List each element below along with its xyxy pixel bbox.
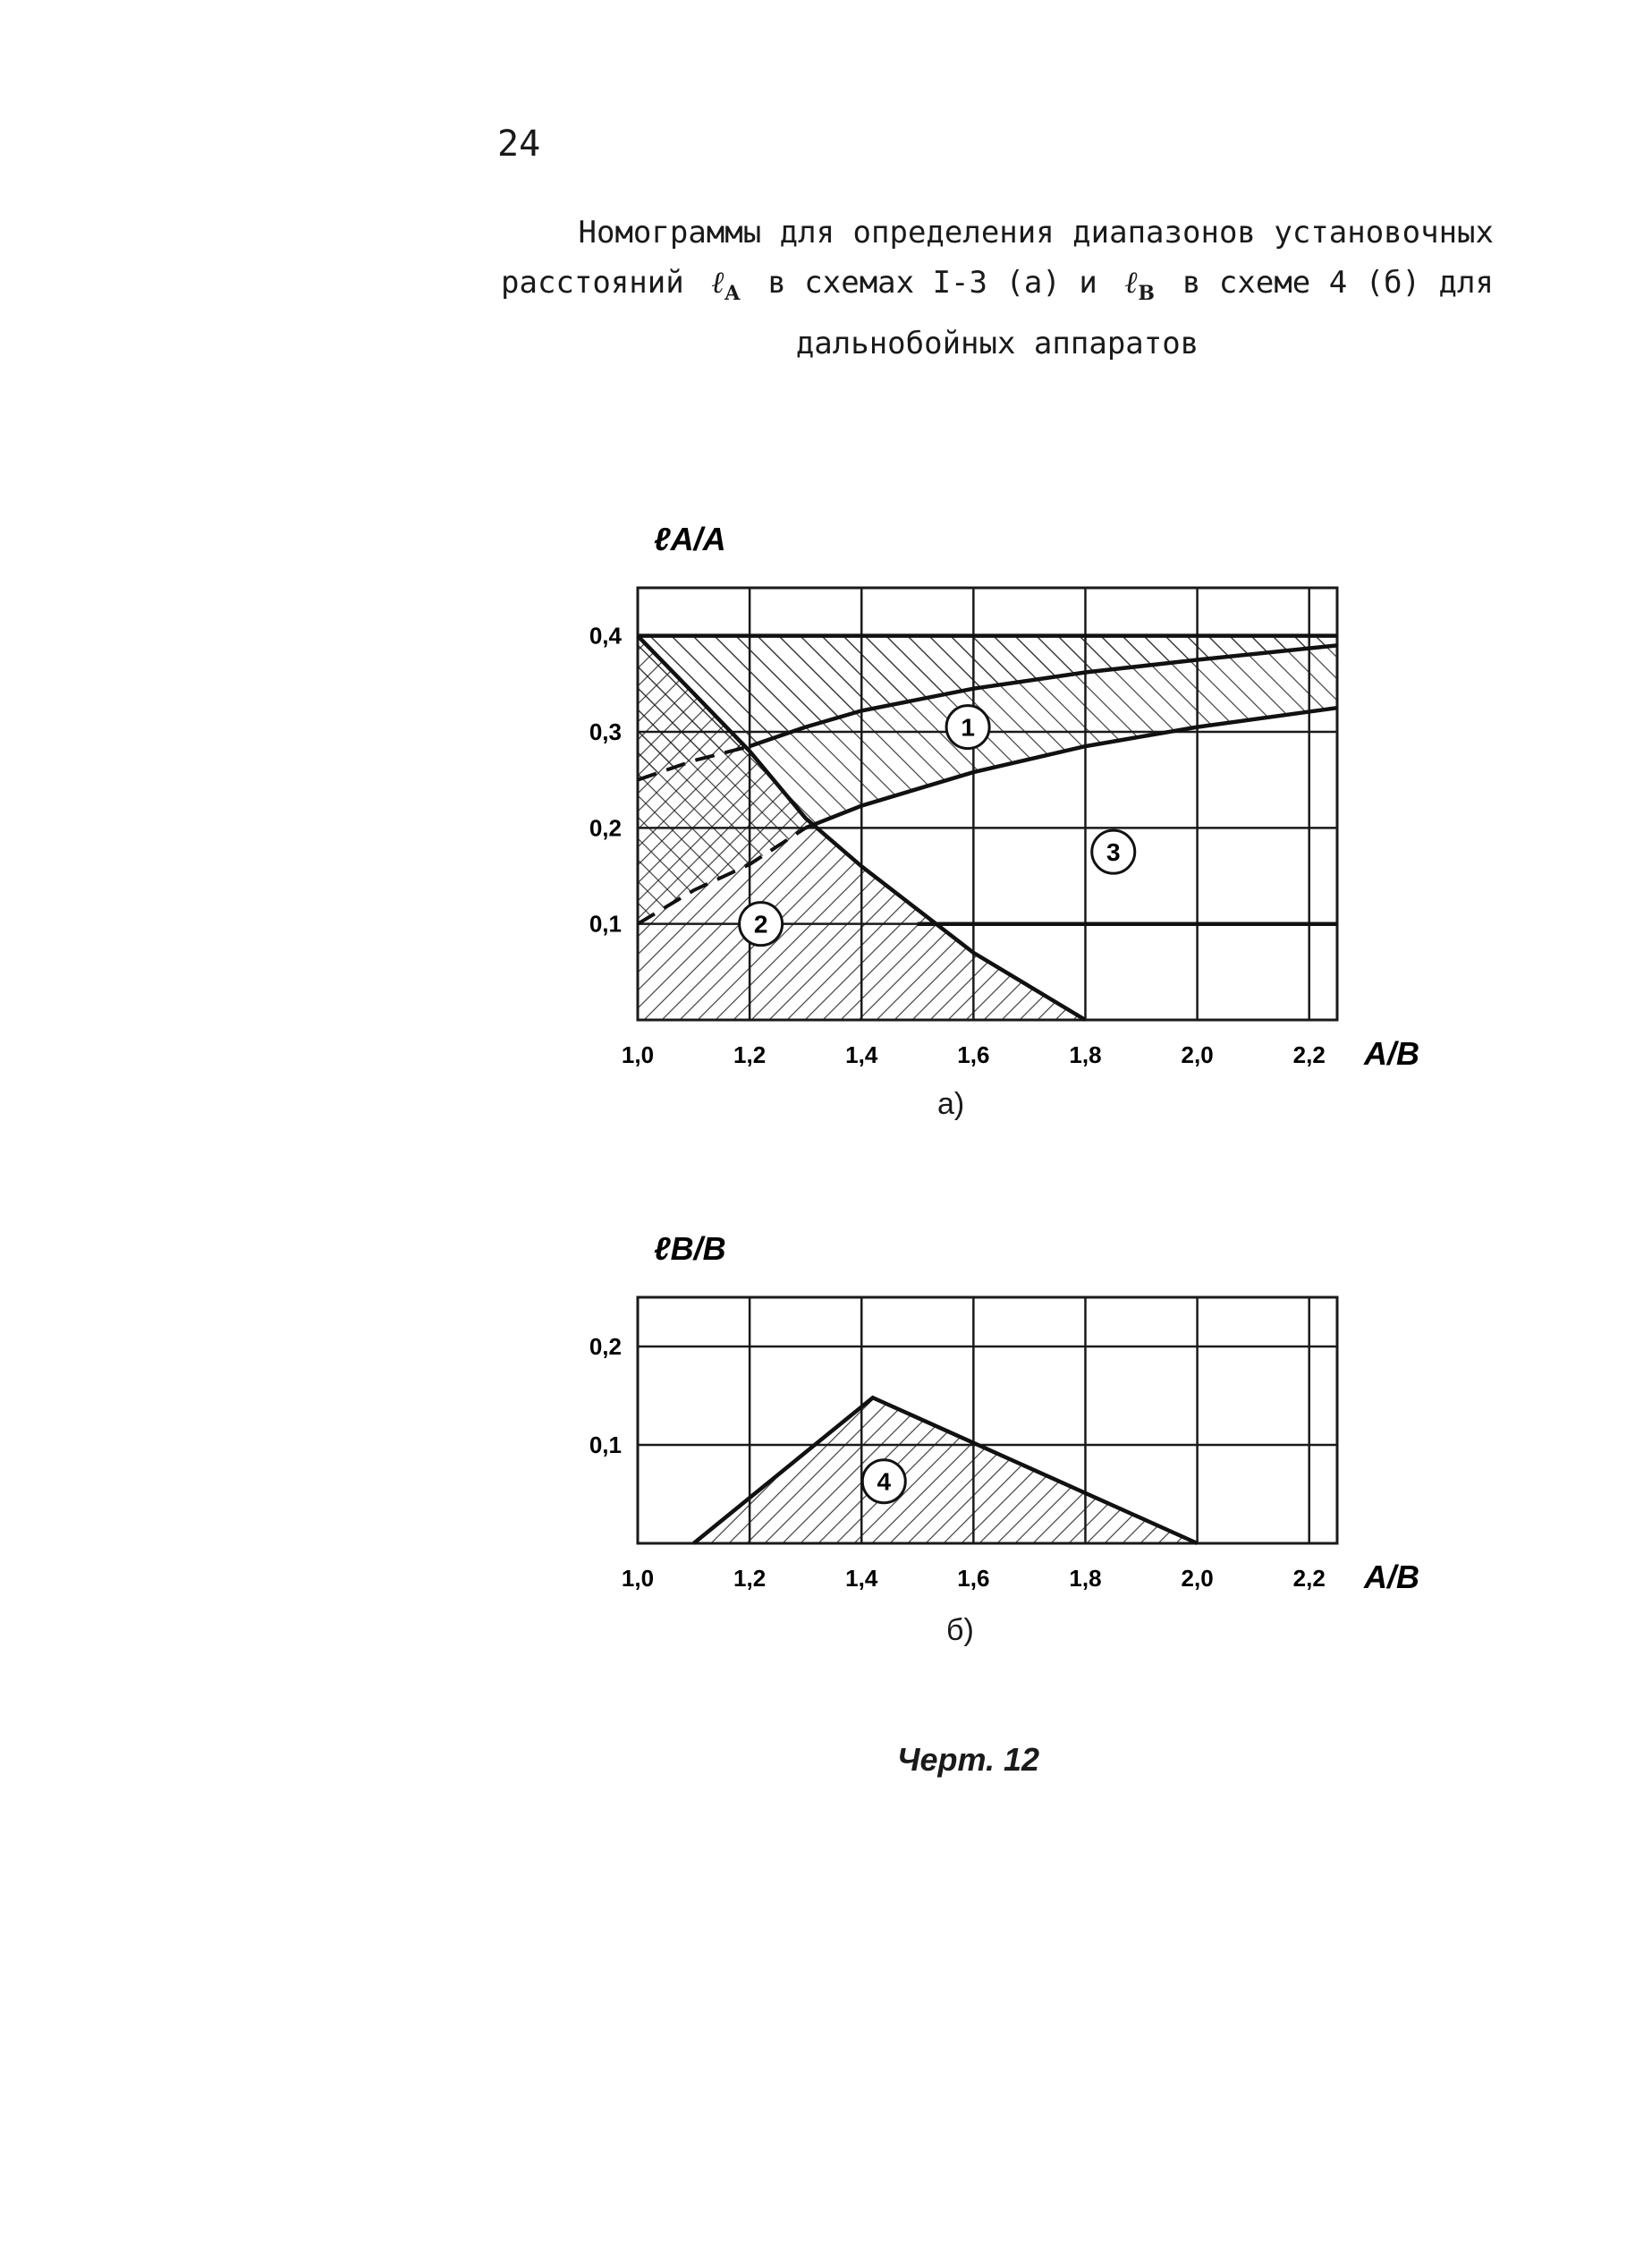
x-tick-label: 1,2 [733,1041,767,1068]
page-heading [501,208,1494,369]
x-tick-label: 2,2 [1292,1041,1326,1068]
x-tick-label: 2,0 [1181,1041,1214,1068]
heading-line-2-part-c: в схеме 4 (б) для [1182,265,1494,301]
x-tick-label: 2,2 [1292,1565,1326,1592]
y-tick-label: 0,4 [589,622,622,650]
nomogram-chart-b [537,1199,1476,1610]
x-tick-label: 1,4 [845,1041,878,1068]
x-tick-label: 1,0 [621,1041,655,1068]
y-tick-label: 0,2 [589,1333,622,1360]
panel-b-caption: б) [946,1613,974,1647]
x-axis-label: A/B [1364,1035,1419,1072]
y-axis-label: ℓB/B [654,1230,726,1267]
x-tick-label: 1,8 [1069,1041,1102,1068]
x-tick-label: 1,0 [621,1565,655,1592]
x-axis-label: A/B [1364,1559,1419,1595]
region-label-3: 3 [1106,838,1121,867]
y-tick-label: 0,1 [589,1431,622,1458]
region-label-2: 2 [753,910,768,939]
heading-line-1: Номограммы для определения диапазонов установочных [578,215,1494,251]
heading-line-2-part-a: расстояний [501,265,684,301]
y-tick-label: 0,2 [589,814,622,842]
drawing-caption: Черт. 12 [897,1741,1040,1778]
heading-line-2 [501,258,1494,319]
symbol-lb: ℓ$_B$ [1124,265,1155,305]
nomogram-chart-a [537,501,1476,1083]
x-tick-label: 1,2 [733,1565,767,1592]
x-tick-label: 2,0 [1181,1565,1214,1592]
y-axis-label: ℓA/A [654,521,726,557]
y-tick-label: 0,1 [589,910,622,938]
x-tick-label: 1,6 [957,1565,990,1592]
heading-line-2-part-b: в схемах I-3 (а) и [767,265,1097,301]
x-tick-label: 1,8 [1069,1565,1102,1592]
heading-line-3: дальнобойных аппаратов [795,325,1199,361]
region-4 [694,1397,1198,1543]
panel-a-caption: а) [937,1087,965,1121]
x-tick-label: 1,6 [957,1041,990,1068]
x-tick-label: 1,4 [845,1565,878,1592]
symbol-la: ℓ$_A$ [711,265,741,305]
page-number: 24 [497,123,541,165]
y-tick-label: 0,3 [589,718,622,745]
region-label-1: 1 [961,713,975,742]
region-label-4: 4 [877,1467,892,1496]
